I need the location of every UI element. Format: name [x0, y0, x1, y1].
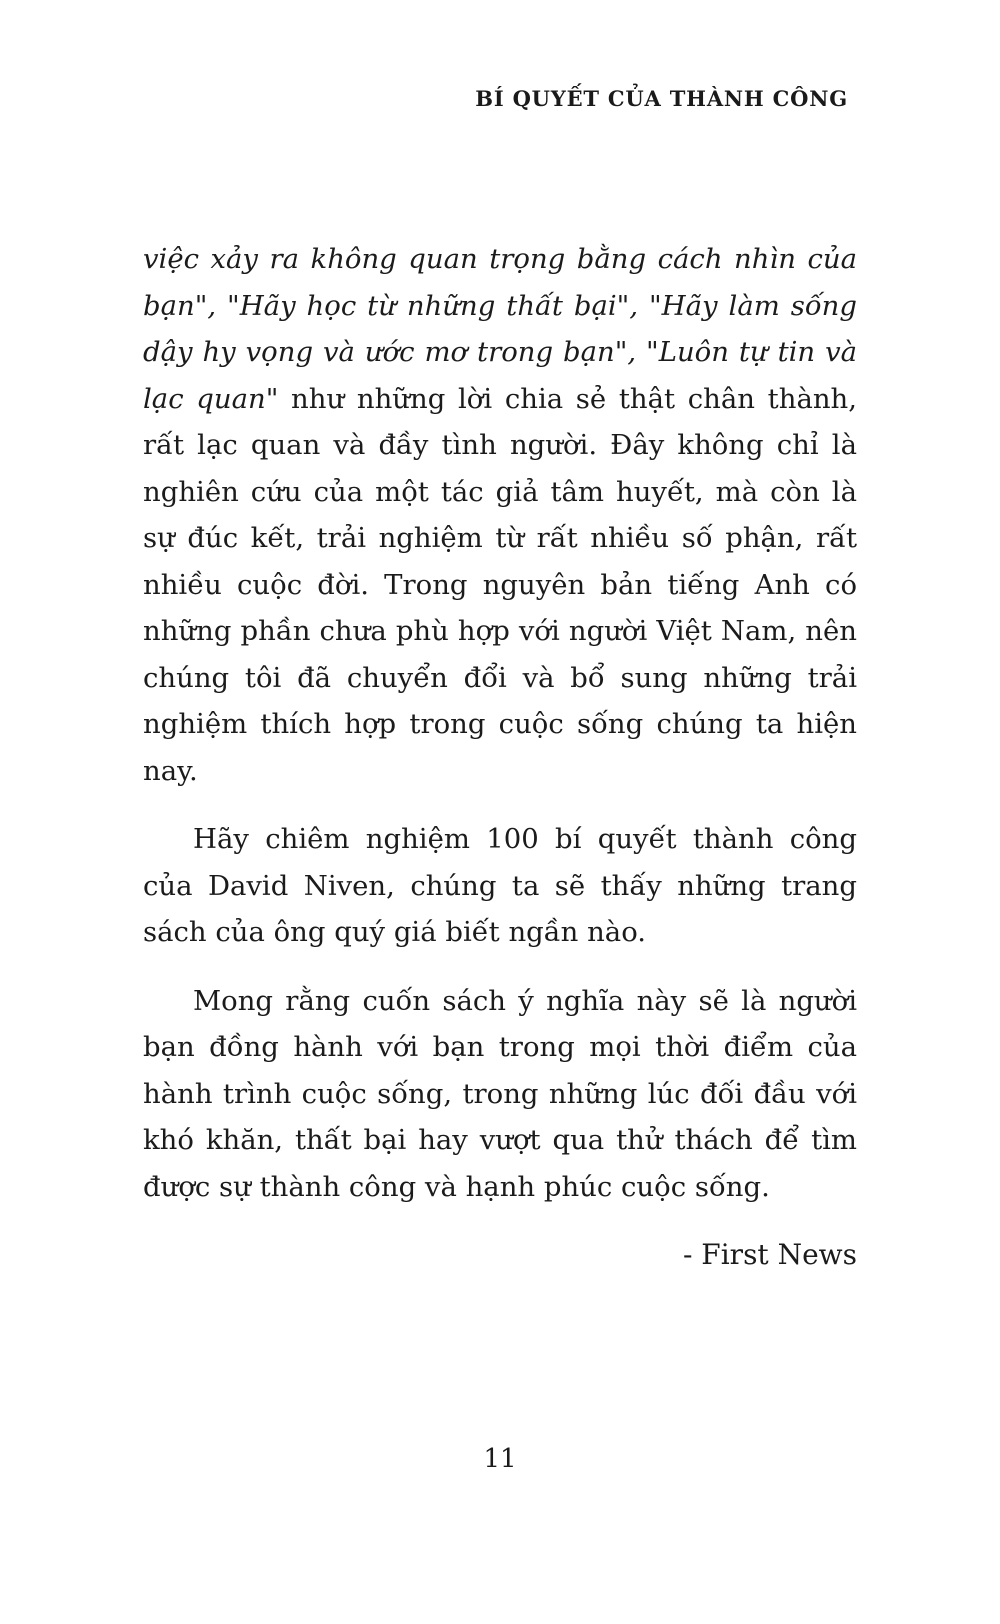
- paragraph-1-body: như những lời chia sẻ thật chân thành, rất lạc quan và đầy tình người. Đây không chỉ là nghiên cứu của một tác giả tâm huyết, mà còn là sự đúc kết, trải nghiệm từ rất nhiều số phận, rất nhiều cuộc đời. Trong nguyên bản tiếng Anh có những phần chưa phù hợp với người Việt Nam, nên chúng tôi đã chuyển đổi và bổ sung những trải nghiệm thích hợp trong cuộc sống chúng ta hiện nay.: [143, 382, 858, 787]
- paragraph-1-italic-quotes: việc xảy ra không quan trọng bằng cách nhìn của bạn", "Hãy học từ những thất bại", "Hãy làm sống dậy hy vọng và ước mơ trong bạn", "Luôn tự tin và lạc quan": [143, 243, 857, 415]
- signature: - First News: [682, 1238, 857, 1271]
- page-number: 11: [483, 1444, 517, 1474]
- running-header: BÍ QUYẾT CỦA THÀNH CÔNG: [475, 86, 848, 111]
- page-content: [143, 236, 857, 1279]
- paragraph-3: Mong rằng cuốn sách ý nghĩa này sẽ là người bạn đồng hành với bạn trong mọi thời điểm của hành trình cuộc sống, trong những lúc đối đầu với khó khăn, thất bại hay vượt qua thử thách để tìm được sự thành công và hạnh phúc cuộc sống.: [143, 984, 857, 1203]
- paragraph-1: [143, 236, 857, 794]
- paragraph-2: Hãy chiêm nghiệm 100 bí quyết thành công của David Niven, chúng ta sẽ thấy những trang sách của ông quý giá biết ngần nào.: [143, 823, 857, 948]
